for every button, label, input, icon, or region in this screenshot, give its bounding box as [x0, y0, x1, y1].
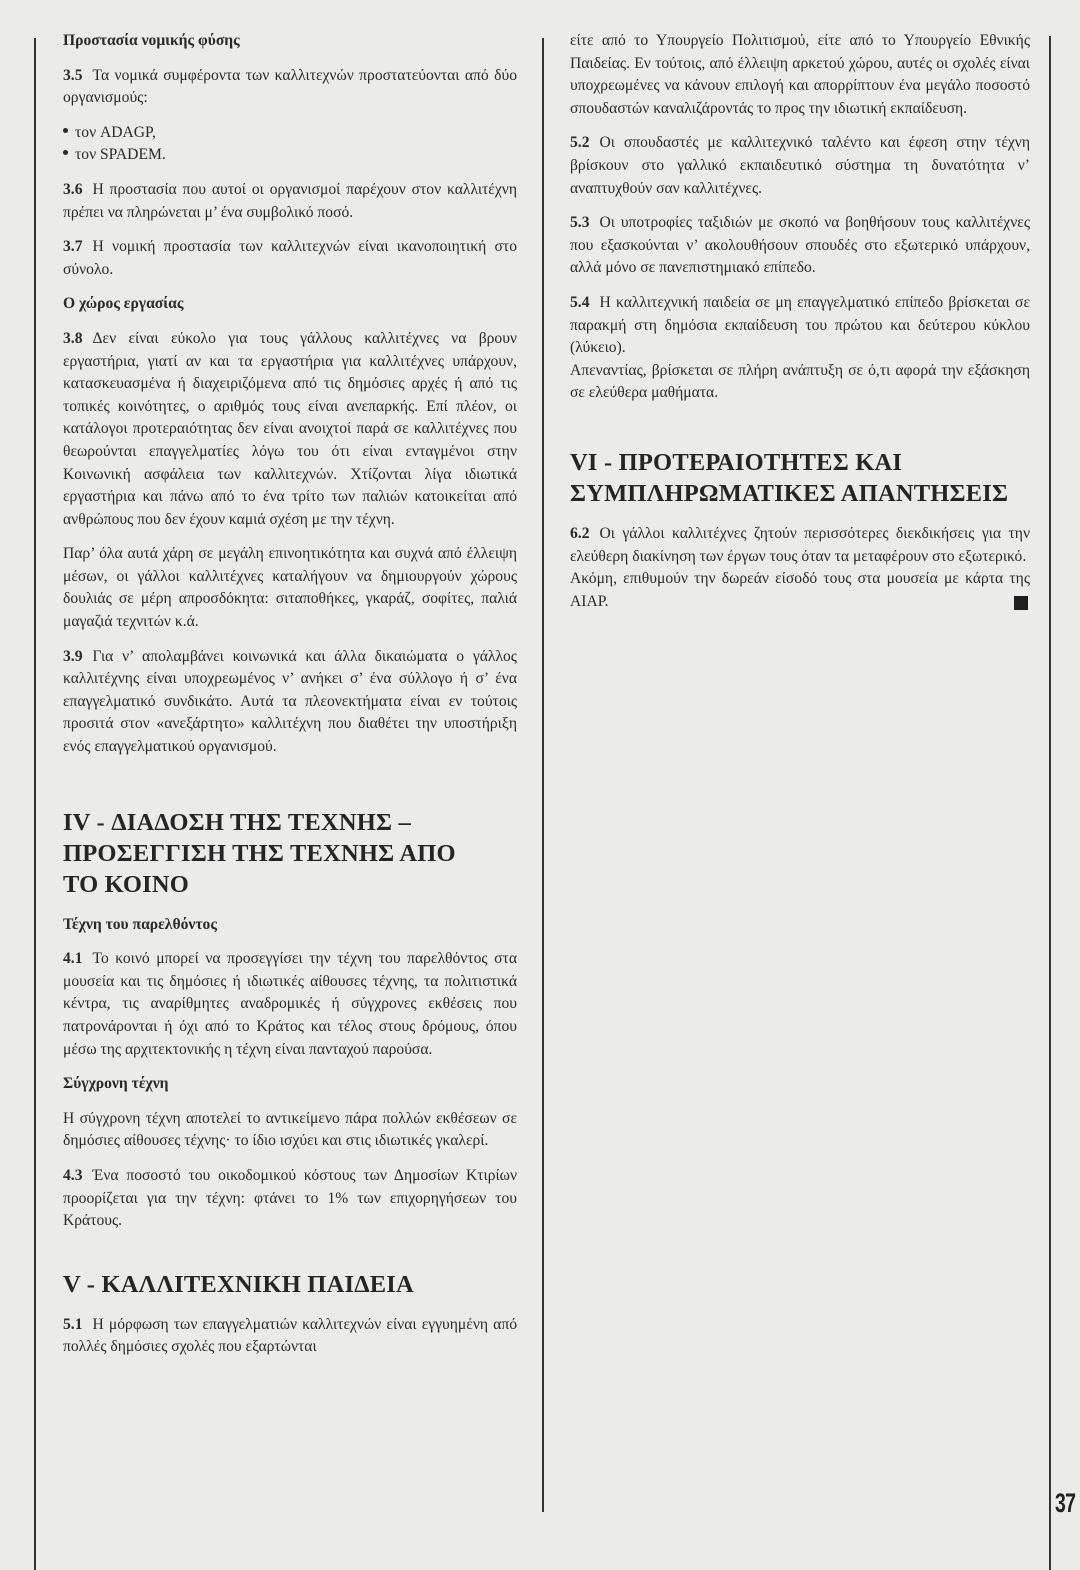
paragraph-number: 4.1	[63, 950, 83, 968]
paragraph-number: 3.6	[63, 180, 83, 198]
subheading-contemporary-art: Σύγχρονη τέχνη	[63, 1075, 169, 1093]
right-column	[570, 30, 1030, 625]
paragraph-number: 5.4	[570, 293, 590, 311]
section-heading-iv: IV - ΔΙΑΔΟΣΗ ΤΗΣ ΤΕΧΝΗΣ – ΠΡΟΣΕΓΓΙΣΗ ΤΗΣ ΤΕΧΝΗΣ ΑΠΟ ΤΟ ΚΟΙΝΟ	[63, 808, 456, 898]
paragraph-number: 3.7	[63, 238, 83, 256]
paragraph-number: 5.3	[570, 214, 590, 232]
paragraph-3-8-continued: Παρ’ όλα αυτά χάρη σε μεγάλη επινοητικότητα και συχνά από έλλειψη μέσων, οι γάλλοι καλλιτέχνες καταλήγουν να δημιουργούν χώρους δουλιάς σε μέρη απροσδόκητα: σιταποθήκες, γκαράζ, σοφίτες, παλιά μαγαζιά τεχνιτών κ.ά.	[63, 545, 517, 631]
paragraph-number: 4.3	[63, 1166, 83, 1184]
paragraph-contemporary-art: Η σύγχρονη τέχνη αποτελεί το αντικείμενο πάρα πολλών εκθέσεων σε δημόσιες αίθουσες τέχνης· το ίδιο ισχύει και στις ιδιωτικές γκαλερί.	[63, 1109, 517, 1150]
paragraph-5-2: 5.2 Οι σπουδαστές με καλλιτεχνικό ταλέντο και έφεση στην τέχνη βρίσκουν στο γαλλικό εκπαιδευτικό σύστημα τη δυνατότητα ν’ αναπτυχθούν σαν καλλιτέχνες.	[570, 134, 1030, 197]
right-margin-rule	[1049, 36, 1051, 1570]
list-item: τον ADAGP,	[63, 122, 517, 145]
subheading-legal-protection: Προστασία νομικής φύσης	[63, 32, 240, 49]
paragraph-number: 5.1	[63, 1315, 83, 1333]
paragraph-number: 3.8	[63, 329, 83, 347]
paragraph-number: 6.2	[570, 524, 590, 542]
paragraph-5-1-continued: είτε από το Υπουργείο Πολιτισμού, είτε από το Υπουργείο Εθνικής Παιδείας. Εν τούτοις, από έλλειψη αρκετού χώρου, αυτές οι σχολές είναι υποχρεωμένες να κάνουν επιλογή και απορρίπτουν ένα μεγάλο ποσοστό σπουδαστών καναλιζάροντάς το προς την ιδιωτική εκπαίδευση.	[570, 32, 1030, 117]
paragraph-number: 3.5	[63, 66, 83, 84]
paragraph-4-1: 4.1 Το κοινό μπορεί να προσεγγίσει την τέχνη του παρελθόντος στα μουσεία και τις δημόσιες ή ιδιωτικές αίθουσες τέχνης, τα πολιτιστικά κέντρα, τις αναρίθμητες αναδρομικές ή σύγχρονες εκθέσεις που πατρονάρονται ή όχι από το Κράτος και τέλος στους δρόμους, όπου μέσω της αρχιτεκτονικής η τέχνη είναι πανταχού παρούσα.	[63, 950, 517, 1058]
subheading-workspace: Ο χώρος εργασίας	[63, 295, 184, 313]
paragraph-5-4-continued: Απεναντίας, βρίσκεται σε πλήρη ανάπτυξη σε ό,τι αφορά την εξάσκηση σε ελεύθερα μαθήματα.	[570, 361, 1030, 402]
paragraph-4-3: 4.3 Ένα ποσοστό του οικοδομικού κόστους των Δημοσίων Κτιρίων προορίζεται για την τέχνη: φτάνει το 1% των επιχορηγήσεων του Κράτους.	[63, 1166, 517, 1230]
paragraph-3-8: 3.8 Δεν είναι εύκολο για τους γάλλους καλλιτέχνες να βρουν εργαστήρια, γιατί αν και τα εργαστήρια για καλλιτέχνες υπάρχουν, κατασκευασμένα ή διαχειριζόμενα από τις δημόσιες αρχές ή από τις τοπικές κοινότητες, ο αριθμός τους είναι ανεπαρκής. Επί πλέον, οι κατάλογοι προτεραιότητας δεν είναι ανοιχτοί παρά σε καλλιτέχνες που θεωρούνται επαγγελματίες λόγω του ότι είναι ενταγμένοι στην Κοινωνική ασφάλεια των καλλιτεχνών. Χτίζονται λίγα ιδιωτικά εργαστήρια και πάνω από το ένα τρίτο των παλιών κατοικείται από ανθρώπους που δεν έχουν καμιά σχέση με την τέχνη.	[63, 329, 517, 528]
paragraph-6-2-continued: Ακόμη, επιθυμούν την δωρεάν είσοδό τους στα μουσεία με κάρτα της AIAP.	[570, 570, 1030, 610]
paragraph-5-4: 5.4 Η καλλιτεχνική παιδεία σε μη επαγγελματικό επίπεδο βρίσκεται σε παρακμή στη δημόσια εκπαίδευση του πρώτου και δεύτερου κύκλου (λύκειο).	[570, 293, 1030, 357]
paragraph-3-7: 3.7 Η νομική προστασία των καλλιτεχνών είναι ικανοποιητική στο σύνολο.	[63, 238, 517, 278]
column-divider-rule	[542, 38, 544, 1512]
section-heading-v: V - ΚΑΛΛΙΤΕΧΝΙΚΗ ΠΑΙΔΕΙΑ	[63, 1270, 414, 1298]
paragraph-3-9: 3.9 Για ν’ απολαμβάνει κοινωνικά και άλλα δικαιώματα ο γάλλος καλλιτέχνης είναι υποχρεωμένος ν’ ανήκει σ’ ένα σύλλογο ή σ’ ένα επαγγελματικό συνδικάτο. Αυτά τα πλεονεκτήματα είναι εν τούτοις προσιτά στον «ανεξάρτητο» καλλιτέχνη που διαθέτει την υποστήριξη ενός επαγγελματικού οργανισμού.	[63, 647, 517, 756]
paragraph-5-1: 5.1 Η μόρφωση των επαγγελματιών καλλιτεχνών είναι εγγυημένη από πολλές δημόσιες σχολές που εξαρτώνται	[63, 1315, 517, 1356]
organizations-list	[63, 122, 517, 167]
paragraph-3-5: 3.5 Τα νομικά συμφέροντα των καλλιτεχνών προστατεύονται από δύο οργανισμούς:	[63, 66, 517, 107]
paragraph-6-2: 6.2 Οι γάλλοι καλλιτέχνες ζητούν περισσότερες διεκδικήσεις για την ελεύθερη διακίνηση των έργων τους όταν τα μεταφέρουν στο εξωτερικό.	[570, 524, 1030, 565]
left-margin-rule	[34, 38, 36, 1570]
paragraph-3-6: 3.6 Η προστασία που αυτοί οι οργανισμοί παρέχουν στον καλλιτέχνη πρέπει να πληρώνεται μ’ ένα συμβολικό ποσό.	[63, 180, 517, 221]
paragraph-5-3: 5.3 Οι υποτροφίες ταξιδιών με σκοπό να βοηθήσουν τους καλλιτέχνες που εξασκούνται ν’ ακολουθήσουν σπουδές στο εξωτερικό υπάρχουν, αλλά μόνο σε πανεπιστημιακό επίπεδο.	[570, 214, 1030, 277]
section-heading-vi: VI - ΠΡΟΤΕΡΑΙΟΤΗΤΕΣ ΚΑΙ ΣΥΜΠΛΗΡΩΜΑΤΙΚΕΣ ΑΠΑΝΤΗΣΕΙΣ	[570, 448, 1009, 507]
list-item: τον SPADEM.	[63, 144, 517, 167]
paragraph-number: 3.9	[63, 647, 83, 665]
left-column	[63, 30, 517, 1359]
subheading-past-art: Τέχνη του παρελθόντος	[63, 915, 217, 933]
page-number: 37	[1055, 1488, 1076, 1518]
paragraph-number: 5.2	[570, 134, 590, 152]
end-of-article-square-icon	[1014, 596, 1028, 610]
